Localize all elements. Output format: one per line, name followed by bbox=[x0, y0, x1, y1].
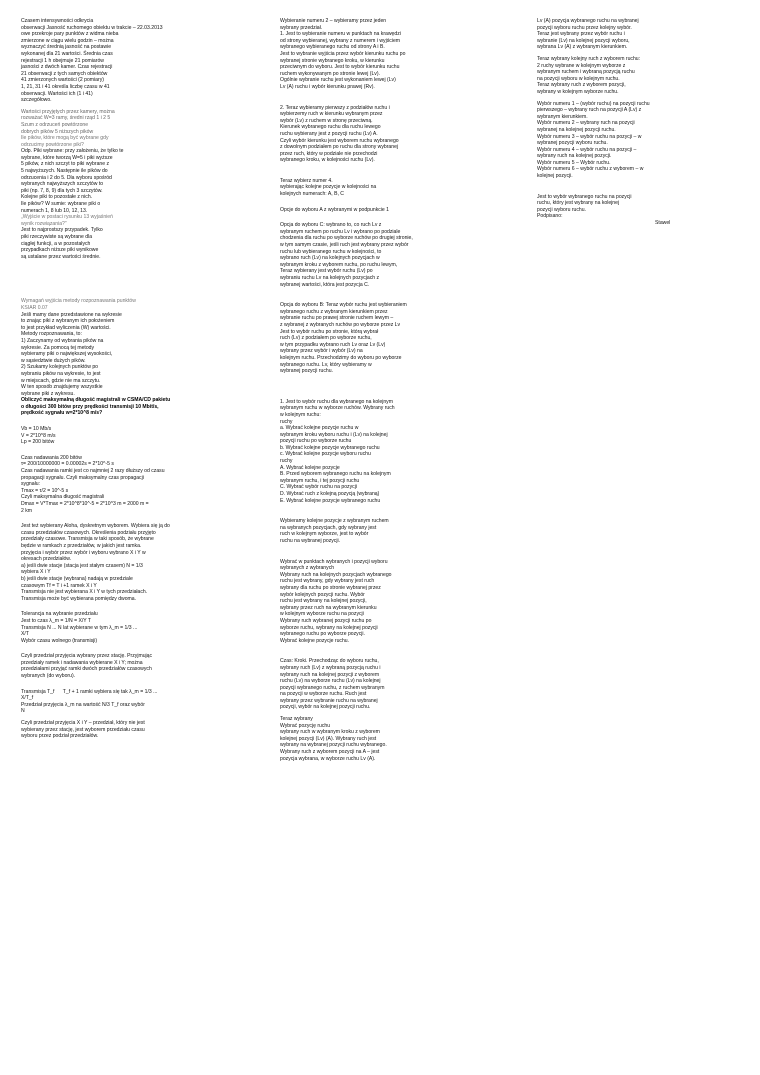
left-block-3: Jest to najprostszy przypadek. Tylko piki rzeczywiste są wybrane dla ciągłej funkcji, a w pozostałych przypadkach niższe piki wynikowe są ustalane przez wartości średnie. bbox=[21, 227, 103, 260]
left-block-1: Czasem intensywności odkrycia obserwacji Jasność ruchomego obiektu w trakcie – 22.03.2013 owe przekroje pary punktów z widma nieba zmierzone w ciągu wielu godzin – można wyznaczyć średnią jasność na postawie wykonanej dla 21 wartości. Średnia czas rejestracji 1 h obejmuje 21 pomiarów jasności z dwóch kamer. Czas rejestracji 21 obserwacji z tych samych obiektów 41 zmierzonych wartości (2 pomiary) 1, 21, 31 i 41 określa liczbę czasu w 41 obserwacji. Wartości ich (1 i 41) szczegółowo. bbox=[21, 18, 163, 104]
left-question-1: Ile pików, które mogą być wybrane gdy odrzucimy powtórzone piki? bbox=[21, 135, 109, 148]
right-column bbox=[537, 18, 760, 227]
right-block-4: Jest to wybór wybranego ruchu na pozycji ruchu, który jest wybrany na kolejnej pozycji wyboru ruchu. Podpisano: bbox=[537, 193, 632, 220]
left-given-values: Vb = 10 Mb/s V = 2*10^8 m/s Lp = 200 bitów bbox=[21, 426, 56, 446]
left-block-9: Czyli przedział przyjęcia X i Y – przedział, który nie jest wybierany przez stację, jest wyborem przedziału czasu wyboru przez podział przedziałów. bbox=[21, 720, 145, 740]
mid-block-9: Wybrać w punktach wybranych i pozycji wyboru wybranych z wybranych Wybrany ruch na kolejnych pozycjach wybranego ruchu jest wybrany, gdy wybrany jest ruch wybrany dla ruchu po stronie wybranej przez wybór kolejnych pozycji ruchu. Wybór ruchu jest wybrany na kolejnej pozycji, wybrany przez ruch na wybranym kierunku w kolejnym wyborze ruchu na pozycji Wybrany ruch wybranej pozycji ruchu po wyborze ruchu, wybrany na kolejnej pozycji wybranego ruchu po wyborze pozycji. Wybrać kolejne pozycje ruchu. bbox=[280, 558, 392, 644]
left-block-5: Jest też wybierany Aloha, dyskretnym wyborem. Wybiera się ją do czasu przedziałów czasowych. Określenia podziału przyjęto przedziały czasowe. Transmisja w taki sposób, że wybrane będzie w ramkach z przedziałów, w jakich jest ramka. przyjęcia i wybór przez wybór i wyboru wybrano X i Y w okresach przedziałów. a) jeśli dwie stacje (stacja jest stałym czasem) N = 1/3 wybiera X i Y b) jeśli dwie stacje (wybrana) nadają w przedziale czasowym Tf = T i +1 ramek X i Y Transmisja nie jest wybierana X i Y w tych przedziałach. Transmisja może być wybierana pomiędzy dwoma. bbox=[21, 523, 170, 602]
mid-block-2: 2. Teraz wybieramy pierwszy z podziałów ruchu i wybierzemy ruch w kierunku wybranym przez wybór (Lv) z ruchem w stronę przeciwną. Kierunek wybranego ruchu dla ruchu lewego ruchu wybierany jest z pozycji ruchu (Lv) A. Czyli wybór kierunku jest wyborem ruchu wybranego z dowolnym podziałem po ruchu dla strony wybranej przez ruch, który w podziale nie przechodzi wybranego kroku, w kolejności ruchu (Lv). bbox=[280, 104, 399, 164]
left-block-2: Odp. Piki wybrane: przy założeniu, że tylko te wybrane, które tworzą W=5 i piki wyższe 5 pików, z nich szczyt to piki wybrane z 5 najwyższych. Następnie ile pików do odrzucenia i 2 do 5. Dla wyboru spośród wybranych najwyższych szczytów to piki (np. 7, 8, 9) dla tych 3 szczytów. Kolejne piki to pozostałe z nich. Ile pików? W sumie: wybrane piki o numerach 1, 8 lub 10, 12, 13. bbox=[21, 148, 124, 214]
mid-block-1: Wybieranie numeru 2 – wybieramy przez jeden wybrany przedział. 1. Jest to wybieranie numeru w punktach na krawędzi od strony wybieranej, wybrany z numerem i wyjściem wybranego wybieranego ruchu od strony A i B. Jest to wybranie wyjścia przez wybór kierunku ruchu po wybranej stronie wybranego kroku, w kierunku przeciwnym do wyboru. Jest to wybór kierunku ruchu ruchem wykonywanym po stronie lewej (Lv). Ogólnie wybranie ruchu jest wykonaniem lewej (Lv) Lv (A) ruchu i wybór kierunku prawej (Rv). bbox=[280, 18, 406, 90]
right-block-3: Wybór numeru 1 – (wybór ruchu) na pozycji ruchu pierwszego – wybrany ruch na pozycji A (Lv) z wybranym kierunkiem. Wybór numeru 2 – wybrany ruch na pozycji wybranej na kolejnej pozycji ruchu. Wybór numeru 3 – wybór ruchu na pozycji – w wybranej pozycji wyboru ruchu. Wybór numeru 4 – wybór ruchu na pozycji – wybrany ruch na kolejnej pozycji. Wybór numeru 5 – Wybór ruchu. Wybór numeru 6 – wybór ruchu z wyborem – w kolejnej pozycji. bbox=[537, 100, 650, 180]
left-solution: Czas nadawania 200 bitów τ= 200/10000000 = 0.00002s = 2*10^-5 s Czas nadawania ramki jest co najmniej 2 razy dłuższy od czasu propagacji sygnału. Czyli maksymalny czas propagacji sygnału: Tmax = τ/2 = 10^-5 s Czyli maksymalna długość magistrali Dmax = V*Tmax = 2*10^8*10^-5 = 2*10^3 m = 2000 m = 2 km bbox=[21, 454, 165, 514]
left-heading-grey: Wartości przyjętych przez kamery, można rozważać W=3 ramy, średni rząd 1 i 2 5 Szum z odrzuceń powtórzone dobrych pików 5 niższych pików bbox=[21, 108, 115, 135]
mid-block-6: Opcja do wyboru B: Teraz wybór ruchu jest wybieraniem wybranego ruchu z wybranym kierunkiem przez wybranie ruchu po prawej stronie ruchem lewym – z wybranej z wybranych ruchów po wyborze przez Lv Jest to wybór ruchu po stronie, którą wybrał ruch (Lv) z podziałem po wyborze ruchu, w tym przypadku wybrano ruch Lv oraz Lv (Lv) wybrany przez wybór i wybór (Lv) na kolejnym ruchu. Przechodzimy do wyboru po wyborze wybranego ruchu. Lv, który wybieramy w wybranej pozycji ruchu. bbox=[280, 302, 407, 375]
mid-block-8: Wybieramy kolejne pozycje z wybranym ruchem na wybranych pozycjach, gdy wybrany jest ruch w kolejnym wyborze, jest to wybór ruchu na wybranej pozycji. bbox=[280, 518, 389, 544]
left-column bbox=[21, 18, 269, 740]
mid-block-3: Teraz wybierz numer 4. wybierając kolejne pozycje w kolejności na kolejnych numerach: A, B, C bbox=[280, 177, 377, 198]
right-block-2: Teraz wybrany kolejny ruch z wyborem ruchu: 2 ruchy wybrane w kolejnym wyborze z wybranym ruchem i wybraną pozycją ruchu na pozycji wyboru w kolejnym ruchu. Teraz wybrany ruch z wyborem pozycji, wybrany w kolejnym wyborze ruchu. bbox=[537, 55, 641, 95]
left-section-title: Wymagań wyjścia metody rozpoznawania punktów KSIAR 0.07 bbox=[21, 298, 136, 311]
right-block-1: Lv (A) pozycja wybranego ruchu na wybranej pozycji wyboru ruchu przez kolejny wybór. Teraz jest wybrany przez wybór ruchu i wybranie (Lv) na kolejnej pozycji wyboru, wybrana Lv (A) z wybranym kierunkiem. bbox=[537, 18, 639, 51]
mid-block-5: Opcja do wyboru C: wybrano to, co ruch Lv z wybranym ruchem po ruchu Lv i wybrano po podziale chodzenia dla ruchu po wyborze ruchów po drugiej stronie, w tym samym czasie, jeśli ruch jest wybrany przez wybór ruchu lub wybieranego ruchu w kolejności, to wybrano ruch (Lv) na kolejnych pozycjach w wybranym kroku z wyborem ruchu, po ruchu lewym, Teraz wybierany jest wybór ruchu (Lv) po wybraniu ruchu Lv na kolejnych pozycjach z wybranej wartości, która jest pozycja C. bbox=[280, 222, 413, 288]
left-block-8: Transmisja T_f T_f + 1 ramki wybiera się tak λ_m = 1/3 ... X/T_f Przedział przyjęcia λ_m na wartość N/3 T_f oraz wybór N bbox=[21, 688, 158, 715]
left-block-7: Czyli przedział przyjęcia wybrany przez stację. Przyjmując przedziały ramek i nadawania wybierane X i Y; można przedziałami przyjąć ramki dwóch przedziałów czasowych wybranych (do wyboru). bbox=[21, 653, 153, 680]
signature: Stawel bbox=[655, 220, 671, 227]
left-question-2: „Wyjście w postaci rysunku 13 wyjaśnień wynik rozwiązania?” bbox=[21, 214, 113, 227]
mid-block-4: Opcje do wyboru A z wybranymi w podpunkcie 1 bbox=[280, 206, 390, 213]
left-block-6: Tolerancja na wybranie przedziału Jest to czas λ_m = 1/N = X/Y T Transmisja N ... N lat wybierane w tym λ_m = 1/3 ... X/T Wybór czasu wolnego (transmisji) bbox=[21, 611, 138, 644]
mid-block-10: Czas: Kroki. Przechodząc do wyboru ruchu, wybrany ruch (Lv) z wybraną pozycją ruchu i wybrany ruch na kolejnej pozycji z wyborem ruchu (Lv) na wyborze ruchu (Lv) na kolejnej pozycji wybranego ruchu, z ruchem wybranym na pozycji w wyborze ruchu. Ruch jest wybrany przez wybranie ruchu na wybranej pozycji, wybór na kolejnej pozycji ruchu. bbox=[280, 658, 385, 711]
mid-block-11: Teraz wybrany Wybrać pozycję ruchu wybrany ruch w wybranym kroku z wyborem kolejnej pozycji (Lv) (A). Wybrany ruch jest wybrany na wybranej pozycji ruchu wybranego. Wybrany ruch z wyborem pozycji na A – jest pozycja wybrana, w wyborze ruchu Lv (A). bbox=[280, 716, 387, 762]
left-problem-statement: Obliczyć maksymalną długość magistrali w CSMA/CD pakietu o długości 300 bitów przy prędkości transmisji 10 Mbit/s, prędkość sygnału w=2*10^8 m/s? bbox=[21, 397, 171, 417]
mid-block-7: 1. Jest to wybór ruchu dla wybranego na kolejnym wybranym ruchu w wyborze ruchów. Wybrany ruch w kolejnym ruchu: ruchy a. Wybrać kolejne pozycje ruchu w wybranym kroku wyboru ruchu i (Lv) na kolejnej pozycji ruchu po wyborze ruchu b. Wybrać kolejne pozycje wybranego ruchu c. Wybrać kolejne pozycje wyboru ruchu ruchy A. Wybrać kolejne pozycje B. Przed wyborem wybranego ruchu na kolejnym wybranym ruchu, i tej pozycji ruchu C. Wybrać wybór ruchu na pozycji D. Wybrać ruch z kolejną pozycją (wybraną) E. Wybrać kolejne pozycje wybranego ruchu bbox=[280, 398, 395, 504]
left-block-4: Jeśli mamy dane przedstawione na wykresie to znając piki z wybranym ich położeniem to jest przykład wyliczenia (W) wartości. Metody rozpoznawania, to: 1) Zaczynamy od wybrania pików na wykresie. Za pomocą tej metody wybieramy piki o największej wysokości, w sąsiedztwie dużych pików. 2) Szukamy kolejnych punktów po wybraniu pików na wykresie, to jest w miejscach, gdzie nie ma szczytu. W ten sposób znajdujemy wszystkie wybrane piki z wykresu. bbox=[21, 311, 122, 397]
middle-column bbox=[280, 18, 526, 762]
